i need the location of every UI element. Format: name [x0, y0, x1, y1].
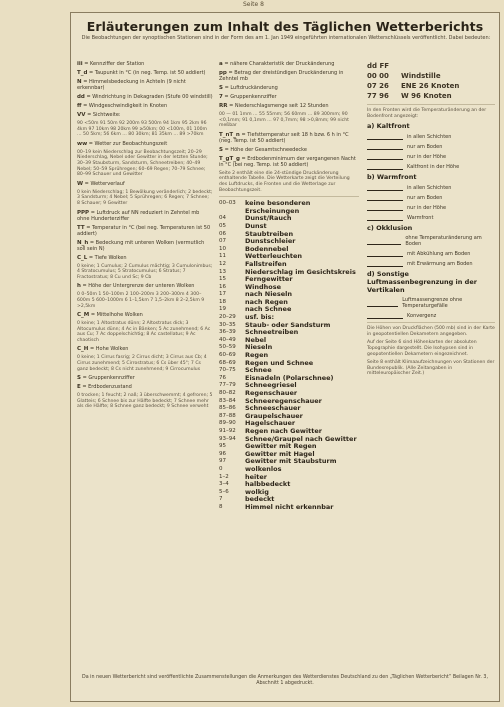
definition-entry	[219, 171, 359, 193]
definition-text: = Gruppenkennziffer	[224, 94, 277, 100]
weather-code: 00–03	[219, 200, 236, 207]
weather-code: 0	[219, 465, 223, 472]
front-symbol-row	[367, 260, 495, 267]
weather-label: wolkenlos	[245, 464, 282, 473]
document-frame	[70, 12, 500, 702]
front-line-icon	[367, 214, 403, 221]
note-paragraph: Die Höhen von Druckflächen (500 mb) sind in der Karte in geopotentiellen Dekametern angegeben.	[367, 326, 495, 337]
weather-label: Dunst	[245, 221, 267, 230]
weather-label: usf. bis:	[245, 313, 275, 322]
weather-label: Schneetreiben	[245, 328, 299, 337]
definition-text: = Tiefe Wolken	[88, 254, 127, 261]
weather-row	[219, 306, 359, 314]
right-notes	[367, 326, 495, 377]
definition-text: = Gruppenkennziffer	[82, 375, 135, 382]
weather-symbol-list	[219, 200, 359, 511]
definition-text: 0 keine; 1 Altostratus dünn; 2 Altostratus dick; 3 Altocumulus dünn; 4 Ac in Bänken; 5 Ac zunehmend; 6 Ac aus Cu; 7 Ac doppelschichtig; 8 Ac castellatus; 9 Ac chaotisch	[77, 321, 211, 343]
weather-label: nach Schnee	[245, 305, 292, 314]
weather-label: Regen und Schnee	[245, 358, 314, 367]
weather-label: Niederschlag im Gesichtskreis	[245, 267, 356, 276]
wind-label: ENE 26 Knoten	[401, 82, 460, 90]
front-symbol-label: Kaltfront in der Höhe	[407, 163, 460, 170]
weather-code: 07	[219, 238, 226, 245]
front-heading: b) Warmfront	[367, 173, 417, 182]
front-line-icon	[367, 143, 403, 150]
definition-code: N	[77, 79, 82, 85]
definition-text: = Temperatur in °C (bei neg. Temperaturen ist 50 addiert)	[77, 224, 211, 237]
weather-label: nach Regen	[245, 297, 288, 306]
wind-row	[367, 61, 495, 71]
definition-entry	[77, 264, 213, 281]
weather-label: Windhose	[245, 282, 282, 291]
weather-code: 12	[219, 260, 226, 267]
weather-code: 97	[219, 458, 226, 465]
weather-label: keine besonderen Erscheinungen	[245, 199, 311, 215]
definition-entry	[219, 61, 359, 67]
definition-text: 0 trocken; 1 feucht; 2 naß; 3 überschwemmt; 4 gefroren; 5 Glatteis; 6 Schnee bis zur Hälfte bedeckt; 7 Schnee mehr als die Hälfte; 8 Schnee ganz bedeckt; 9 Schnee verweht	[77, 393, 213, 410]
definition-text: = Taupunkt in °C (in neg. Temp. ist 50 addiert)	[89, 70, 206, 76]
definition-code: T_d	[77, 70, 88, 76]
definition-text: = nähere Charakteristik der Druckänderung	[224, 61, 335, 67]
weather-row	[219, 466, 359, 474]
definition-entry	[77, 384, 213, 390]
definition-text: = Windgeschwindigkeit in Knoten	[83, 103, 168, 109]
weather-code: 40–49	[219, 336, 236, 343]
front-symbol-row	[367, 297, 495, 309]
weather-row	[219, 458, 359, 466]
weather-row	[219, 329, 359, 337]
weather-label: Schneegriesel	[245, 381, 297, 390]
definition-entry	[77, 190, 213, 207]
weather-label: Dunst/Rauch	[245, 214, 292, 223]
definition-code: RR	[219, 103, 228, 109]
definition-text: = Windrichtung in Dekagraden (Stufe 00 windstill)	[86, 94, 213, 100]
definition-code: S	[219, 146, 223, 153]
weather-code: 06	[219, 230, 226, 237]
weather-code: 87–88	[219, 412, 236, 419]
definition-code: ff	[77, 103, 82, 109]
front-line-icon	[367, 250, 403, 257]
front-line-icon	[367, 260, 403, 267]
right-column	[367, 61, 495, 380]
weather-label: bedeckt	[245, 495, 275, 504]
weather-code: 7	[219, 496, 223, 503]
fronts-legend	[367, 122, 495, 319]
weather-code: 16	[219, 283, 226, 290]
definition-text: = Sichtweite:	[87, 112, 121, 118]
note-paragraph: Seite 8 enthält Klimaaufzeichnungen von Stationen der Bundesrepublik. (Alle Zeitangaben in mitteleuropäischer Zeit.)	[367, 360, 495, 377]
definition-entry	[219, 94, 359, 100]
weather-code: 50–59	[219, 344, 236, 351]
definition-text: 00–19 kein Niederschlag zur Beobachtungszeit; 20–29 Niederschlag, Nebel oder Gewitter in der letzten Stunde; 30–39 Staubsturm, Sandsturm, Schneetreiben; 40–49 Nebel; 50–59 Sprühregen; 60–69 Regen; 70–79 Schnee; 80–99 Schauer und Gewitter	[77, 149, 208, 178]
definition-entry	[219, 156, 359, 168]
front-symbol-row	[367, 163, 495, 170]
definition-code: VV	[77, 112, 86, 118]
definition-entry	[77, 141, 213, 147]
weather-label: Nebel	[245, 335, 267, 344]
definition-text: = Tiefsttemperatur seit 18 h bzw. 6 h in °C (neg. Temp. ist 50 addiert)	[219, 131, 349, 144]
front-heading: a) Kaltfront	[367, 122, 410, 131]
weather-row	[219, 238, 359, 246]
middle-column	[219, 61, 359, 512]
weather-code: 85–86	[219, 405, 236, 412]
weather-code: 18	[219, 298, 226, 305]
definition-entry	[77, 283, 213, 289]
weather-label: heiter	[245, 472, 267, 481]
wind-code: dd FF	[367, 62, 390, 70]
weather-row	[219, 504, 359, 512]
wind-code: 77 96	[367, 92, 389, 100]
definition-code: W	[77, 180, 84, 187]
definition-entry	[77, 121, 213, 138]
weather-label: Gewitter mit Staubsturm	[245, 457, 337, 466]
note-paragraph: Auf der Seite 6 sind Höhenkarten der absoluten Topographie dargestellt. Die Isohypsen sind in geopotentiellen Dekametern eingezeichnet.	[367, 340, 477, 357]
front-symbol-label: Konvergenz	[407, 312, 437, 319]
front-symbol-label: nur am Boden	[407, 194, 443, 201]
definition-entry	[77, 79, 213, 91]
definition-code: a	[219, 61, 223, 67]
definition-text: = Luftdruckänderung	[224, 85, 278, 91]
wind-row	[367, 91, 495, 101]
weather-label: wolkig	[245, 487, 269, 496]
front-line-icon	[367, 184, 403, 191]
weather-label: Eisnadeln (Polarschnee)	[245, 373, 334, 382]
wind-label: Windstille	[401, 72, 441, 80]
weather-row	[219, 200, 359, 215]
weather-code: 15	[219, 276, 226, 283]
definition-entry	[77, 240, 213, 252]
definition-entry	[77, 61, 213, 67]
weather-code: 93–94	[219, 435, 236, 442]
weather-row	[219, 360, 359, 368]
definition-text: = Bedeckung mit unteren Wolken (vermutlich soll sein N)	[77, 239, 205, 252]
weather-label: Schneeregenschauer	[245, 396, 322, 405]
wind-table	[367, 61, 495, 101]
weather-code: 76	[219, 374, 226, 381]
definition-entry	[77, 355, 213, 372]
weather-code: 60–69	[219, 352, 236, 359]
front-symbol-label: in allen Schichten	[407, 133, 452, 140]
definition-entry	[77, 255, 213, 261]
weather-label: Regen nach Gewitter	[245, 426, 322, 435]
weather-code: 5–6	[219, 488, 229, 495]
definition-entry	[77, 210, 213, 222]
weather-code: 8	[219, 503, 223, 510]
definition-code: T_gT_g	[219, 155, 240, 162]
weather-label: Bodennebel	[245, 244, 289, 253]
weather-label: Wetterleuchten	[245, 252, 303, 261]
wind-code: 00 00	[367, 72, 389, 80]
footer-text: Da in neuen Wetterbericht sind veröffentlichte Zusammenstellungen die Anmerkungen des Wetterdienstes Deutschland zu den „Täglichen Wetterbericht“ Beilagen Nr. 3, Abschnitt 1 abgedruckt.	[82, 675, 488, 686]
weather-code: 70–75	[219, 367, 236, 374]
definition-text: = Niederschlagsmenge seit 12 Stunden	[229, 103, 329, 109]
weather-code: 19	[219, 306, 226, 313]
definition-entry	[77, 346, 213, 352]
wind-code: 07 26	[367, 82, 389, 90]
definition-text: = Wetterverlauf	[84, 180, 125, 187]
weather-label: Schnee/Graupel nach Gewitter	[245, 434, 357, 443]
front-symbol-row	[367, 184, 495, 191]
front-symbol-row	[367, 235, 495, 247]
definition-entry	[77, 181, 213, 187]
wind-label: W 96 Knoten	[401, 92, 452, 100]
weather-row	[219, 253, 359, 261]
definition-entry	[77, 393, 213, 410]
weather-label: Regenschauer	[245, 389, 298, 397]
middle-definitions	[219, 61, 359, 193]
weather-label: Fallstreifen	[245, 259, 287, 268]
definition-text: 00 — 01 1mm … 55 55mm; 56 60mm … 89 300mm; 90 <0,1mm; 91 0,1mm … 97 0,7mm; 98 >0,8mm; 99 nicht meßbar	[219, 112, 349, 129]
definition-code: N_h	[77, 239, 89, 246]
weather-label: Schnee	[245, 366, 272, 375]
weather-row	[219, 337, 359, 345]
weather-label: Gewitter mit Hagel	[245, 449, 315, 458]
definition-entry	[219, 70, 359, 82]
page-header: Seite 8	[243, 1, 264, 8]
wind-row	[367, 81, 495, 91]
weather-code: 95	[219, 443, 226, 450]
front-symbol-label: nur in der Höhe	[407, 153, 447, 160]
weather-label: halbbedeckt	[245, 480, 291, 489]
weather-label: Graupelschauer	[245, 411, 303, 420]
weather-code: 04	[219, 215, 226, 222]
weather-label: Regen	[245, 351, 269, 360]
definition-text: 90 <50m 91 50m 92 200m 93 500m 94 1km 95 2km 96 4km 97 10km 98 20km 99 ≥50km; 00 <100m, 01 100m … 50 5km; 56 6km … 80 30km; 81 35km … 89 >70km	[77, 121, 208, 138]
weather-label: nach Nieseln	[245, 290, 292, 299]
weather-label: Staubtreiben	[245, 229, 294, 238]
wind-row	[367, 71, 495, 81]
definition-code: S	[77, 375, 81, 382]
definition-entry	[77, 312, 213, 318]
weather-code: 30–35	[219, 321, 236, 328]
weather-row	[219, 489, 359, 497]
definition-code: PPP	[77, 209, 90, 216]
front-symbol-label: Luftmassengrenze ohne Temperaturgefälle	[402, 297, 463, 310]
front-symbol-label: mit Abkühlung am Boden	[407, 250, 471, 257]
front-symbol-row	[367, 214, 495, 221]
front-line-icon	[367, 153, 403, 160]
definition-entry	[77, 150, 213, 178]
weather-code: 05	[219, 222, 226, 229]
definition-entry	[77, 94, 213, 100]
definition-entry	[219, 132, 359, 144]
front-heading: c) Okklusion	[367, 224, 413, 233]
weather-label: Himmel nicht erkennbar	[245, 502, 334, 511]
wind-label	[401, 61, 495, 71]
definition-code: h	[77, 283, 81, 290]
front-heading: d) Sonstige Luftmassenbegrenzung in der Vertikalen	[367, 270, 477, 295]
fronts-intro: In den Fronten wird die Temperaturänderung an der Bodenfront angezeigt:	[367, 108, 487, 119]
weather-code: 68–69	[219, 359, 236, 366]
front-symbol-label: in allen Schichten	[407, 184, 452, 191]
definition-code: C_H	[77, 346, 89, 353]
definition-entry	[219, 112, 359, 129]
weather-code: 89–90	[219, 420, 236, 427]
weather-row	[219, 276, 359, 284]
definition-text: = Hohe Wolken	[89, 346, 129, 353]
definition-entry	[77, 292, 213, 309]
front-symbol-row	[367, 133, 495, 140]
weather-code: 80–82	[219, 390, 236, 396]
weather-code: 3–4	[219, 481, 229, 488]
definition-code: pp	[219, 70, 227, 76]
definition-text: = Himmelsbedeckung in Achteln (9 nicht erkennbar)	[77, 79, 186, 91]
front-symbol-label: nur am Boden	[407, 143, 443, 150]
weather-label: Staub- oder Sandsturm	[245, 320, 331, 329]
weather-code: 13	[219, 268, 226, 275]
definition-entry	[219, 85, 359, 91]
definition-text: = Höhe der Gesamtschneedecke	[224, 146, 307, 153]
weather-row	[219, 481, 359, 489]
weather-code: 10	[219, 245, 226, 252]
definition-code: E	[77, 384, 81, 391]
definition-entry	[219, 103, 359, 109]
definition-code: C_M	[77, 312, 90, 319]
front-line-icon	[367, 300, 398, 307]
definition-code: dd	[77, 94, 85, 100]
front-line-icon	[367, 163, 403, 170]
weather-label: Gewitter mit Regen	[245, 442, 317, 451]
divider	[367, 322, 495, 323]
weather-code: 17	[219, 291, 226, 298]
front-symbol-row	[367, 153, 495, 160]
definition-entry	[77, 225, 213, 237]
definition-text: = Betrag der dreistündigen Druckänderung in Zehntel mb	[219, 70, 344, 82]
weather-label: Ferngewitter	[245, 275, 293, 284]
weather-code: 1–2	[219, 473, 229, 480]
weather-row	[219, 215, 359, 223]
definition-text: = Erdbodenminimum der vergangenen Nacht in °C (bei neg. Temp. ist 50 addiert)	[219, 155, 356, 168]
definition-entry	[77, 103, 213, 109]
definition-code: iii	[77, 61, 83, 67]
weather-label: Schneeschauer	[245, 404, 301, 413]
weather-code: 83–84	[219, 397, 236, 404]
weather-label: Hagelschauer	[245, 419, 296, 428]
front-symbol-label: mit Erwärmung am Boden	[407, 260, 473, 267]
definition-text: = Kennziffer der Station	[84, 61, 145, 67]
divider	[367, 104, 495, 105]
front-symbol-label: Warmfront	[407, 214, 434, 221]
left-column	[77, 61, 213, 413]
divider	[219, 196, 359, 197]
definition-text: = Erdbodenzustand	[82, 384, 132, 391]
definition-text: = Höhe der Untergrenze der unteren Wolken	[82, 283, 195, 290]
weather-label: Dunstschleier	[245, 237, 296, 246]
definition-entry	[219, 147, 359, 153]
page-title: Erläuterungen zum Inhalt des Täglichen Wetterberichts	[86, 19, 484, 34]
front-line-icon	[367, 204, 403, 211]
weather-row	[219, 344, 359, 352]
definition-entry	[77, 375, 213, 381]
front-symbol-row	[367, 312, 495, 319]
weather-code: 96	[219, 450, 226, 457]
weather-code: 20–29	[219, 314, 236, 321]
definition-text: 0 keine; 1 Cumulus; 2 Cumulus mächtig; 3 Cumulonimbus; 4 Stratocumulus; 5 Stratocumulus; 6 Stratus; 7 Fractostratus; 8 Cu und Sc; 9 Cb	[77, 263, 213, 280]
weather-code: 36–39	[219, 329, 236, 336]
front-symbol-row	[367, 143, 495, 150]
definition-code: T_nT_n	[219, 131, 240, 138]
front-symbol-label: nur in der Höhe	[407, 204, 447, 211]
front-symbol-row	[367, 194, 495, 201]
front-symbol-row	[367, 250, 495, 257]
weather-code: 77–79	[219, 382, 236, 389]
definition-code: S	[219, 85, 223, 91]
front-line-icon	[367, 133, 403, 140]
front-symbol-label: ohne Temperaturänderung am Boden	[405, 235, 482, 248]
front-symbol-row	[367, 204, 495, 211]
definition-entry	[77, 321, 213, 343]
definition-code: ww	[77, 140, 88, 147]
definition-text: 0 kein Niederschlag; 1 Bewölkung veränderlich; 2 bedeckt; 3 Sandsturm; 4 Nebel; 5 Sprühregen; 6 Regen; 7 Schnee; 8 Schauer; 9 Gewitter	[77, 189, 213, 206]
definition-text: Seite 2 enthält eine die 24-stündige Druckänderung enthaltende Tabelle. Die Wetterkarte zeigt die Verteilung des Luftdrucks, die Fronten und die Wetterlage zur Beobachtungszeit.	[219, 170, 350, 193]
definition-text: 0 0–50m 1 50–100m 2 100–200m 3 200–300m 4 300–600m 5 600–1000m 6 1–1,5km 7 1,5–2km 8 2–2,5km 9 >2,5km	[77, 292, 205, 309]
definition-text: = Mittelhohe Wolken	[90, 312, 143, 319]
front-line-icon	[367, 312, 403, 319]
weather-code: 91–92	[219, 427, 236, 434]
definition-entry	[77, 70, 213, 76]
weather-label: Nieseln	[245, 343, 273, 352]
definition-text: 0 keine; 1 Cirrus fasrig; 2 Cirrus dicht; 3 Cirrus aus Cb; 4 Cirrus zunehmend; 5 Cirrostratus; 6 Cs über 45°; 7 Cs ganz bedeckt; 8 Cs nicht zunehmend; 9 Cirrocumulus	[77, 355, 207, 372]
weather-code: 11	[219, 253, 226, 260]
definition-code: 7	[219, 94, 223, 100]
front-line-icon	[367, 194, 403, 201]
weather-row	[219, 291, 359, 299]
definition-text: = Luftdruck auf NN reduziert in Zehntel mb ohne Hunderterziffer	[77, 209, 200, 222]
definition-entry	[77, 112, 213, 118]
definition-text: = Wetter zur Beobachtungszeit	[88, 140, 168, 147]
front-line-icon	[367, 238, 401, 245]
definition-code: TT	[77, 224, 85, 231]
intro-text: Die Beobachtungen der synoptischen Stationen sind in der Form des am 1. Jan 1949 eingeführten internationalen Wetterschlüssels veröffentlicht. Dabei bedeuten:	[81, 35, 491, 41]
definition-code: C_L	[77, 254, 88, 261]
